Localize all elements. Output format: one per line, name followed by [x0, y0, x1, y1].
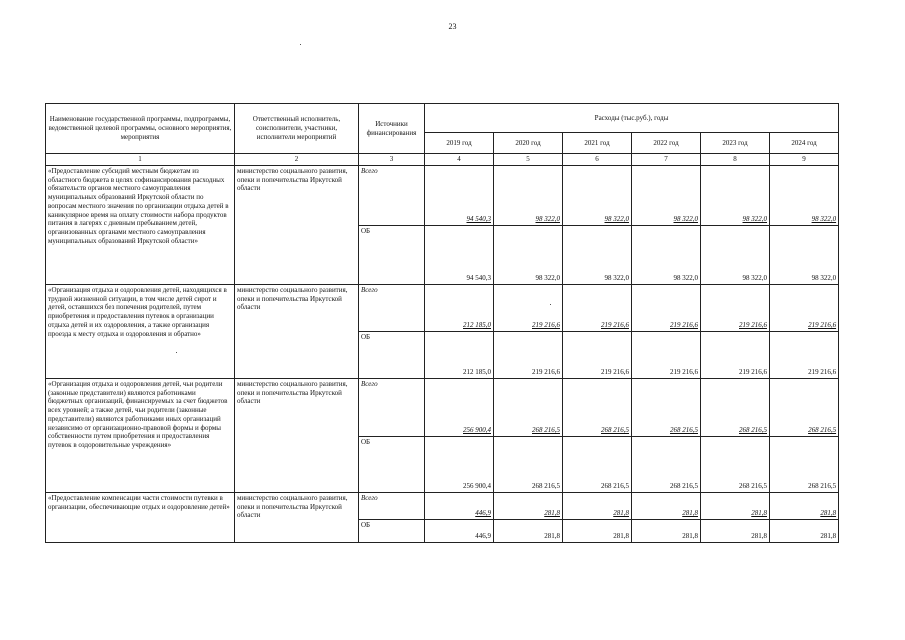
- source-ob-label: ОБ: [359, 436, 425, 492]
- column-index: 7: [632, 154, 701, 166]
- ob-value: 219 216,6: [770, 331, 839, 378]
- measure-name: «Предоставление субсидий местным бюджетам из областного бюджета в целях софинансирования расходных обязательств органов местного самоуправления муниципальных образований Иркутской области по вопросам местного значения по организации отдыха детей в каникулярное время на оплату стоимости набора продуктов питания в лагерях с дневным пребыванием детей, организованных органами местного самоуправления муниципальных образований Иркутской области»: [46, 165, 235, 284]
- total-value: 98 322,0: [701, 165, 770, 225]
- header-year: 2020 год: [494, 133, 563, 154]
- header-executor: Ответственный исполнитель, соисполнители, участники, исполнители мероприятий: [235, 104, 359, 154]
- ob-value: 212 185,0: [425, 331, 494, 378]
- ob-value: 98 322,0: [563, 225, 632, 284]
- table-row: [46, 284, 839, 331]
- total-value: 94 540,3: [425, 165, 494, 225]
- ob-value: 268 216,5: [770, 436, 839, 492]
- total-value: 446,9: [425, 492, 494, 519]
- source-ob-label: ОБ: [359, 225, 425, 284]
- ob-value: 256 900,4: [425, 436, 494, 492]
- total-value: 281,8: [701, 492, 770, 519]
- total-value: 281,8: [563, 492, 632, 519]
- header-year: 2024 год: [770, 133, 839, 154]
- total-value: 268 216,5: [494, 378, 563, 436]
- total-value: 212 185,0: [425, 284, 494, 331]
- total-value: 98 322,0: [494, 165, 563, 225]
- column-index: 4: [425, 154, 494, 166]
- ob-value: 268 216,5: [632, 436, 701, 492]
- total-value: 256 900,4: [425, 378, 494, 436]
- measure-name: «Предоставление компенсации части стоимости путевки в организации, обеспечивающие отдых и оздоровление детей»: [46, 492, 235, 542]
- table-row: [46, 492, 839, 519]
- column-index: 3: [359, 154, 425, 166]
- column-index: 9: [770, 154, 839, 166]
- ob-value: 281,8: [494, 519, 563, 542]
- page-number: 23: [448, 22, 457, 31]
- ob-value: 281,8: [770, 519, 839, 542]
- source-total-label: Всего: [359, 165, 425, 225]
- ob-value: 219 216,6: [632, 331, 701, 378]
- source-total-label: Всего: [359, 492, 425, 519]
- header-expenses: Расходы (тыс.руб.), годы: [425, 104, 839, 133]
- scan-speck: [300, 44, 301, 45]
- executor: министерство социального развития, опеки и попечительства Иркутской области: [235, 378, 359, 492]
- column-index: 1: [46, 154, 235, 166]
- total-value: 268 216,5: [563, 378, 632, 436]
- source-total-label: Всего: [359, 378, 425, 436]
- total-value: 219 216,6: [494, 284, 563, 331]
- total-value: 281,8: [770, 492, 839, 519]
- header-year: 2022 год: [632, 133, 701, 154]
- ob-value: 446,9: [425, 519, 494, 542]
- ob-value: 98 322,0: [770, 225, 839, 284]
- column-index: 5: [494, 154, 563, 166]
- source-ob-label: ОБ: [359, 331, 425, 378]
- total-value: 219 216,6: [770, 284, 839, 331]
- ob-value: 281,8: [563, 519, 632, 542]
- expenses-table: [45, 103, 839, 543]
- measure-name: «Организация отдыха и оздоровления детей, чьи родители (законные представители) являются работниками бюджетных организаций, финансируемых за счет бюджетов всех уровней; а также детей, чьи родители (законные представители) являются работниками иных организаций независимо от организационно-правовой формы и формы собственности путем приобретения и предоставления путевок в оздоровительные учреждения»: [46, 378, 235, 492]
- header-source: Источники финансирования: [359, 104, 425, 154]
- ob-value: 219 216,6: [494, 331, 563, 378]
- column-index: 8: [701, 154, 770, 166]
- source-total-label: Всего: [359, 284, 425, 331]
- executor: министерство социального развития, опеки и попечительства Иркутской области: [235, 284, 359, 378]
- table-row: [46, 378, 839, 436]
- total-value: 98 322,0: [632, 165, 701, 225]
- ob-value: 268 216,5: [494, 436, 563, 492]
- total-value: 281,8: [494, 492, 563, 519]
- total-value: 268 216,5: [632, 378, 701, 436]
- table-row: [46, 165, 839, 225]
- header-name: Наименование государственной программы, подпрограммы, ведомственной целевой программы, основного мероприятия, мероприятия: [46, 104, 235, 154]
- header-year: 2021 год: [563, 133, 632, 154]
- total-value: 219 216,6: [701, 284, 770, 331]
- ob-value: 219 216,6: [701, 331, 770, 378]
- ob-value: 98 322,0: [494, 225, 563, 284]
- header-year: 2023 год: [701, 133, 770, 154]
- total-value: 219 216,6: [563, 284, 632, 331]
- column-index: 2: [235, 154, 359, 166]
- measure-name: «Организация отдыха и оздоровления детей, находящихся в трудной жизненной ситуации, в том числе детей сирот и детей, оставшихся без попечения родителей, путем приобретения и предоставления путевок в организации отдыха детей и их оздоровления, а также организация проезда к месту отдыха и оздоровления и обратно»: [46, 284, 235, 378]
- executor: министерство социального развития, опеки и попечительства Иркутской области: [235, 165, 359, 284]
- ob-value: 98 322,0: [701, 225, 770, 284]
- ob-value: 268 216,5: [563, 436, 632, 492]
- ob-value: 219 216,6: [563, 331, 632, 378]
- total-value: 281,8: [632, 492, 701, 519]
- total-value: 268 216,5: [770, 378, 839, 436]
- source-ob-label: ОБ: [359, 519, 425, 542]
- ob-value: 98 322,0: [632, 225, 701, 284]
- ob-value: 268 216,5: [701, 436, 770, 492]
- total-value: 268 216,5: [701, 378, 770, 436]
- header-year: 2019 год: [425, 133, 494, 154]
- total-value: 98 322,0: [770, 165, 839, 225]
- ob-value: 281,8: [632, 519, 701, 542]
- total-value: 219 216,6: [632, 284, 701, 331]
- executor: министерство социального развития, опеки и попечительства Иркутской области: [235, 492, 359, 542]
- ob-value: 281,8: [701, 519, 770, 542]
- column-index: 6: [563, 154, 632, 166]
- total-value: 98 322,0: [563, 165, 632, 225]
- ob-value: 94 540,3: [425, 225, 494, 284]
